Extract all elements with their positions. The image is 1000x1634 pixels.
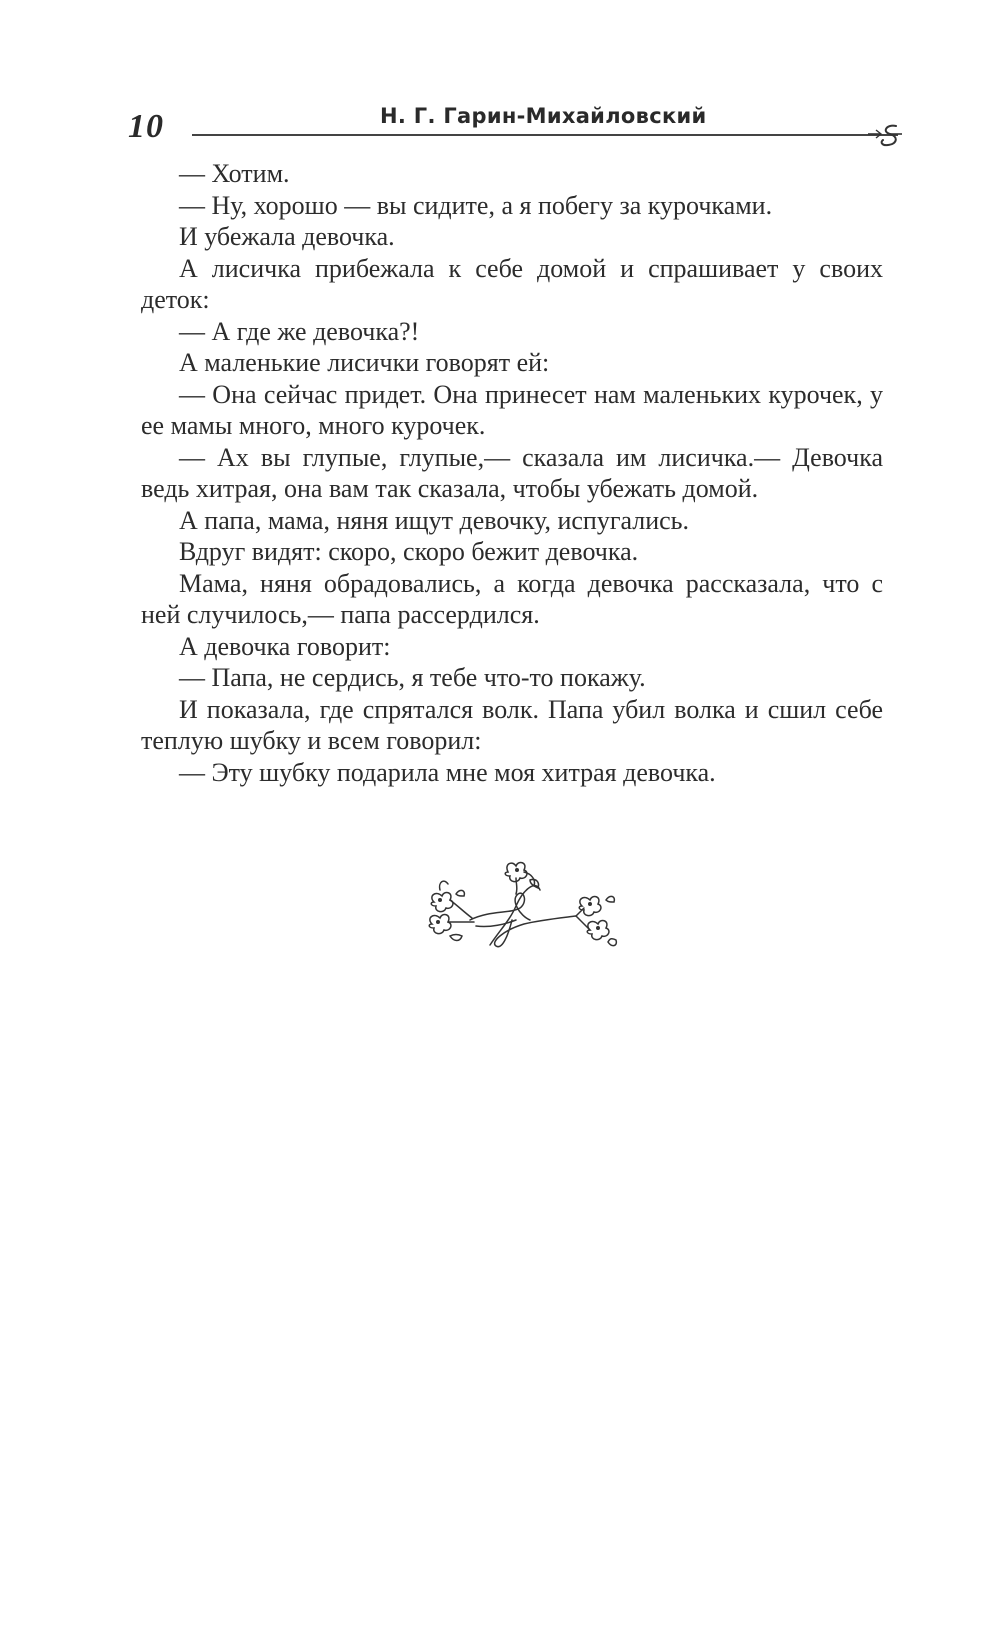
story-text <box>141 158 883 788</box>
header-rule <box>192 134 898 136</box>
paragraph: — Ах вы глупые, глупые,— сказала им лисичка.— Девочка ведь хитрая, она вам так сказала, чтобы убежать домой. <box>141 442 883 503</box>
paragraph: Вдруг видят: скоро, скоро бежит девочка. <box>179 537 639 566</box>
paragraph: — Эту шубку подарила мне моя хитрая девочка. <box>179 757 716 787</box>
floral-vignette-icon <box>420 850 620 960</box>
paragraph: А девочка говорит: <box>179 631 391 661</box>
paragraph: А маленькие лисички говорят ей: <box>179 348 550 377</box>
paragraph: — Папа, не сердись, я тебе что-то покажу. <box>179 663 646 692</box>
running-title: Н. Г. Гарин-Михайловский <box>380 104 707 128</box>
paragraph: — Она сейчас придет. Она принесет нам маленьких курочек, у ее мамы много, много курочек. <box>141 379 883 440</box>
paragraph: — Ну, хорошо — вы сидите, а я побегу за курочками. <box>179 190 773 220</box>
page-number: 10 <box>128 108 164 145</box>
paragraph: — Хотим. <box>179 159 290 188</box>
paragraph: И показала, где спрятался волк. Папа убил волка и сшил себе теплую шубку и всем говорил: <box>141 694 883 755</box>
running-header <box>0 0 1000 160</box>
paragraph: Мама, няня обрадовались, а когда девочка рассказала, что с ней случилось,— папа рассердился. <box>141 568 883 629</box>
paragraph: А лисичка прибежала к себе домой и спрашивает у своих деток: <box>141 253 883 314</box>
paragraph: — А где же девочка?! <box>179 316 420 346</box>
scroll-flourish-icon <box>868 120 908 150</box>
paragraph: А папа, мама, няня ищут девочку, испугались. <box>179 505 690 535</box>
paragraph: И убежала девочка. <box>179 222 395 251</box>
